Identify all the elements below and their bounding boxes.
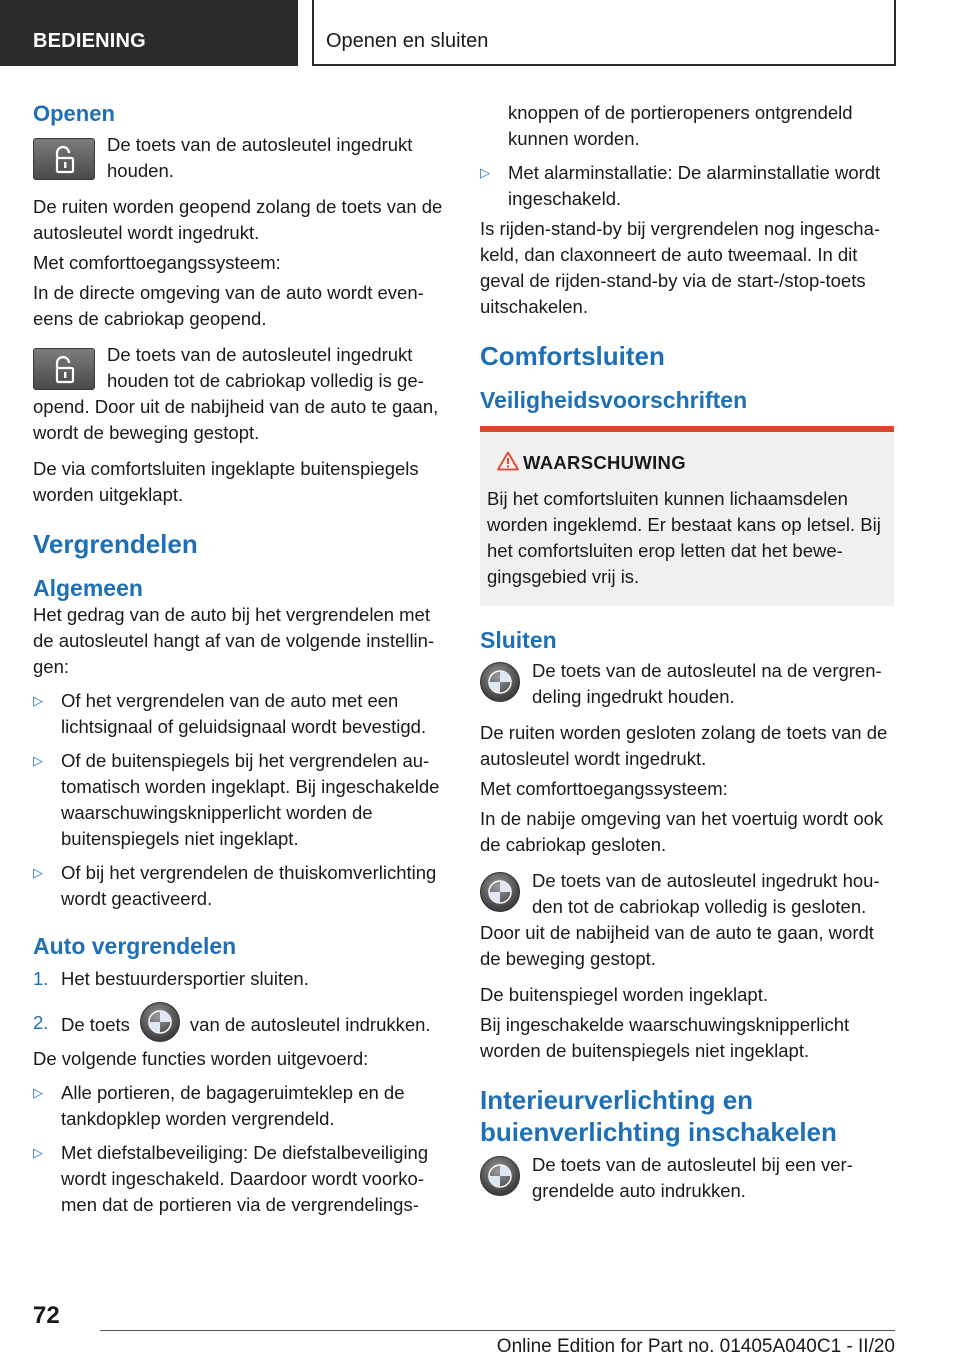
interieur-key-instruction [480,1152,894,1204]
paragraph: In de directe omgeving van de auto wordt eveneens de cabriokap geopend. [33,282,424,329]
list-item [33,966,447,992]
heading-veiligheidsvoorschriften: Veiligheidsvoorschriften [480,387,748,413]
section-tab: BEDIENING [0,0,298,66]
paragraph: In de nabije omgeving van het voertuig wordt ook de cabriokap gesloten. [480,808,884,855]
openen-cabrio-instruction [33,342,447,446]
bmw-key-icon [480,872,520,912]
paragraph: De ruiten worden gesloten zolang de toets van de autosleutel wordt ingedrukt. [480,722,888,769]
list-item: ▷ Of bij het vergrendelen de thuiskomverlichting wordt geactiveerd. [33,860,447,912]
paragraph: Bij ingeschakelde waarschuwingsknipperlicht worden de buitenspiegels niet ingeklapt. [480,1014,850,1061]
heading-algemeen: Algemeen [33,575,143,601]
left-column [33,100,447,1218]
unlock-key-icon [33,138,95,180]
step-text: De toets [61,1013,130,1035]
paragraph: De toets van de autosleutel ingedrukt houden tot de cabriokap volledig is gesloten. Door uit de nabijheid van de auto te gaan, wordt de beweging gestopt. [480,870,880,969]
heading-sluiten: Sluiten [480,627,557,653]
paragraph: Met comforttoegangssysteem: [33,252,281,273]
step-text: Het bestuurdersportier sluiten. [61,968,309,989]
paragraph: Is rijden-stand-by bij vergrendelen nog ingeschakeld, dan claxonneert de auto tweemaal. In dit geval de rijden-stand-by via de start-/stop-toets uitschakelen. [480,218,881,317]
bmw-key-icon [480,1156,520,1196]
page-header [0,0,960,66]
heading-openen: Openen [33,101,115,126]
sluiten-cabrio-instruction [480,868,894,972]
list-item: ▷ Of het vergrendelen van de auto met een lichtsignaal of geluidsignaal wordt bevestigd. [33,688,447,740]
warning-box [480,426,894,606]
list-item: ▷ Of de buitenspiegels bij het vergrendelen automatisch worden ingeklapt. Bij ingeschakelde waarschuwingsknipperlicht worden de buitenspiegels niet ingeklapt. [33,748,447,852]
heading-auto-vergrendelen: Auto vergrendelen [33,933,237,959]
footer-divider [100,1330,895,1331]
warning-heading [487,450,886,476]
heading-vergrendelen: Vergrendelen [33,529,198,559]
list-item [33,1010,447,1042]
warning-triangle-icon [497,451,519,471]
cont-bullet-list [480,160,894,212]
sluiten-key-instruction [480,658,894,710]
paragraph: De buitenspiegel worden ingeklapt. [480,984,768,1005]
paragraph: De toets van de autosleutel ingedrukt houden tot de cabriokap volledig is geopend. Door uit de nabijheid van de auto te gaan, wordt de beweging gestopt. [33,344,439,443]
right-column [480,100,894,1204]
list-item: ▷ Met diefstalbeveiliging: De diefstalbeveiliging wordt ingeschakeld. Daardoor wordt voorkomen dat de portieren via de vergrendelings- [33,1140,447,1218]
bmw-key-icon [480,662,520,702]
paragraph: Met comforttoegangssysteem: [480,778,728,799]
paragraph: De toets van de autosleutel bij een vergrendelde auto indrukken. [532,1154,853,1201]
paragraph: De ruiten worden geopend zolang de toets van de autosleutel wordt ingedrukt. [33,196,443,243]
heading-interieurverlichting: Interieurverlichting en buienverlichting inschakelen [480,1085,837,1147]
paragraph: Het gedrag van de auto bij het vergrendelen met de autosleutel hangt af van de volgende instellingen: [33,604,435,677]
warning-text: Bij het comfortsluiten kunnen lichaamsdelen worden ingeklemd. Er bestaat kans op letsel. Bij het comfortsluiten erop letten dat het bewegingsgebied vrij is. [487,488,881,587]
chapter-title: Openen en sluiten [312,0,896,66]
list-item: ▷ Alle portieren, de bagageruimteklep en de tankdopklep worden vergrendeld. [33,1080,447,1132]
unlock-key-icon [33,348,95,390]
edition-note: Online Edition for Part no. 01405A040C1 - II/20 [496,1336,895,1357]
heading-comfortsluiten: Comfortsluiten [480,341,665,371]
page-number: 72 [33,1302,60,1329]
step-number: 2. [33,1012,49,1033]
paragraph: De volgende functies worden uitgevoerd: [33,1048,369,1069]
algemeen-bullet-list [33,688,447,912]
auto-bullet-list [33,1080,447,1218]
openen-key-instruction [33,132,447,184]
paragraph: De toets van de autosleutel ingedrukt houden. [107,134,413,181]
paragraph: knoppen of de portieropeners ontgrendeld kunnen worden. [508,102,853,149]
step-text: van de autosleutel indrukken. [189,1013,431,1035]
list-item: ▷ Met alarminstallatie: De alarminstallatie wordt ingeschakeld. [480,160,894,212]
paragraph: De via comfortsluiten ingeklapte buitenspiegels worden uitgeklapt. [33,458,419,505]
warning-title: WAARSCHUWING [523,452,686,473]
steps-list [33,966,447,1042]
step-number: 1. [33,968,49,989]
bmw-key-icon [140,1002,180,1042]
paragraph: De toets van de autosleutel na de vergrendeling ingedrukt houden. [532,660,882,707]
